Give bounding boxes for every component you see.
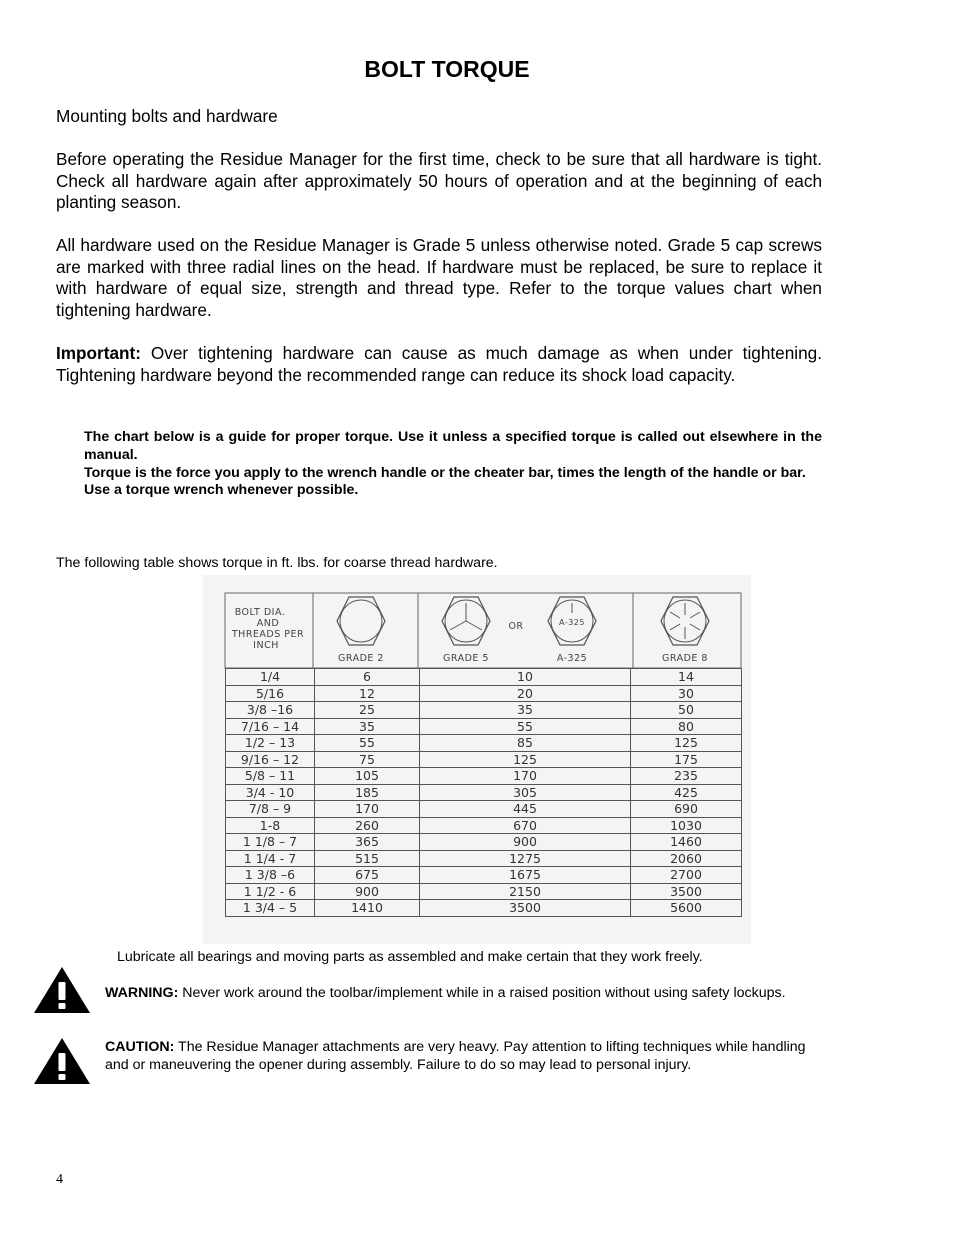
header-a325: A-325 [556, 653, 588, 664]
bolt-size-cell: 1 3/4 – 5 [226, 900, 315, 917]
grade8-cell: 1460 [631, 834, 742, 851]
table-row [226, 768, 742, 785]
grade5-cell: 170 [420, 768, 631, 785]
header-a325-mark: A-325 [559, 618, 585, 627]
table-intro: The following table shows torque in ft. lbs. for coarse thread hardware. [56, 555, 498, 571]
bolt-size-cell: 1 1/2 - 6 [226, 883, 315, 900]
caution-text: The Residue Manager attachments are very heavy. Pay attention to lifting techniques while handling and or maneuvering the opener during assembly. Failure to do so may lead to personal injury. [105, 1039, 806, 1074]
bolt-size-cell: 3/4 - 10 [226, 784, 315, 801]
header-grade8: GRADE 8 [662, 653, 708, 664]
grade2-cell: 35 [315, 718, 420, 735]
grade5-cell: 670 [420, 817, 631, 834]
grade5-cell: 2150 [420, 883, 631, 900]
header-dia-line2: AND [256, 618, 280, 629]
paragraph-important [56, 343, 822, 386]
grade5-cell: 1675 [420, 867, 631, 884]
grade2-cell: 260 [315, 817, 420, 834]
grade2-cell: 515 [315, 850, 420, 867]
warning-text: Never work around the toolbar/implement while in a raised position without using safety lockups. [178, 985, 786, 1001]
bolt-size-cell: 5/16 [226, 685, 315, 702]
header-dia-line3: THREADS PER [231, 629, 305, 640]
bolt-size-cell: 1/2 – 13 [226, 735, 315, 752]
grade8-cell: 2700 [631, 867, 742, 884]
caution-label: CAUTION: [105, 1039, 175, 1055]
grade2-cell: 55 [315, 735, 420, 752]
note-force: Torque is the force you apply to the wrench handle or the cheater bar, times the length of the handle or bar. [84, 464, 806, 481]
grade8-cell: 2060 [631, 850, 742, 867]
bolt-size-cell: 1-8 [226, 817, 315, 834]
bolt-size-cell: 1/4 [226, 669, 315, 686]
grade2-cell: 675 [315, 867, 420, 884]
page-title: BOLT TORQUE [364, 56, 530, 82]
header-or: OR [508, 621, 524, 632]
grade8-cell: 50 [631, 702, 742, 719]
bolt-size-cell: 7/8 – 9 [226, 801, 315, 818]
table-row [226, 784, 742, 801]
table-row [226, 751, 742, 768]
grade5-cell: 3500 [420, 900, 631, 917]
bolt-size-cell: 1 3/8 –6 [226, 867, 315, 884]
important-text: Over tightening hardware can cause as much damage as when under tightening. Tightening hardware beyond the recommended range can reduce its shock load capacity. [56, 343, 822, 385]
bolt-size-cell: 9/16 – 12 [226, 751, 315, 768]
grade8-cell: 1030 [631, 817, 742, 834]
grade8-cell: 3500 [631, 883, 742, 900]
grade2-cell: 105 [315, 768, 420, 785]
grade8-cell: 125 [631, 735, 742, 752]
table-row [226, 735, 742, 752]
torque-chart-image [203, 575, 751, 944]
header-dia-line4: INCH [253, 640, 279, 651]
table-row [226, 801, 742, 818]
grade8-cell: 690 [631, 801, 742, 818]
grade5-cell: 445 [420, 801, 631, 818]
grade5-bolt-head-icon [442, 597, 490, 645]
table-row [226, 669, 742, 686]
grade5-cell: 35 [420, 702, 631, 719]
header-dia-line1: BOLT DIA. [234, 607, 286, 618]
warning-message [105, 984, 825, 1002]
grade8-cell: 30 [631, 685, 742, 702]
grade2-cell: 25 [315, 702, 420, 719]
header-grade5: GRADE 5 [443, 653, 489, 664]
grade2-cell: 6 [315, 669, 420, 686]
table-row [226, 900, 742, 917]
grade5-cell: 55 [420, 718, 631, 735]
grade2-cell: 1410 [315, 900, 420, 917]
grade8-cell: 14 [631, 669, 742, 686]
warning-label: WARNING: [105, 985, 179, 1001]
grade5-cell: 900 [420, 834, 631, 851]
section-subtitle: Mounting bolts and hardware [56, 106, 278, 126]
bolt-size-cell: 3/8 –16 [226, 702, 315, 719]
table-row [226, 834, 742, 851]
table-row [226, 817, 742, 834]
paragraph-inspection: Before operating the Residue Manager for the first time, check to be sure that all hardware is tight. Check all hardware again after approximately 50 hours of operation and at the beginning of each planting season. [56, 149, 822, 213]
grade8-cell: 80 [631, 718, 742, 735]
header-grade2: GRADE 2 [338, 653, 384, 664]
table-row [226, 718, 742, 735]
grade8-bolt-head-icon [661, 597, 709, 645]
bolt-size-cell: 1 1/8 – 7 [226, 834, 315, 851]
grade8-cell: 5600 [631, 900, 742, 917]
table-row [226, 867, 742, 884]
bolt-size-cell: 1 1/4 - 7 [226, 850, 315, 867]
torque-notes [84, 429, 822, 500]
table-row [226, 883, 742, 900]
page-number: 4 [56, 1172, 63, 1187]
grade2-cell: 12 [315, 685, 420, 702]
grade2-cell: 75 [315, 751, 420, 768]
note-wrench: Use a torque wrench whenever possible. [84, 482, 359, 499]
warning-triangle-icon [33, 966, 91, 1014]
grade5-cell: 10 [420, 669, 631, 686]
bolt-size-cell: 7/16 – 14 [226, 718, 315, 735]
grade8-cell: 425 [631, 784, 742, 801]
table-row [226, 702, 742, 719]
paragraph-hardware-grade: All hardware used on the Residue Manager is Grade 5 unless otherwise noted. Grade 5 cap screws are marked with three radial lines on the head. If hardware must be replaced, be sure to replace it with hardware of equal size, strength and thread type. Refer to the torque values chart when tightening hardware. [56, 235, 822, 321]
caution-triangle-icon [33, 1037, 91, 1085]
bolt-size-cell: 5/8 – 11 [226, 768, 315, 785]
caution-message [105, 1038, 825, 1074]
grade5-cell: 305 [420, 784, 631, 801]
grade2-cell: 170 [315, 801, 420, 818]
table-row [226, 685, 742, 702]
important-label: Important: [56, 343, 141, 363]
grade2-bolt-head-icon [337, 597, 385, 645]
grade8-cell: 175 [631, 751, 742, 768]
torque-table [225, 668, 742, 917]
grade8-cell: 235 [631, 768, 742, 785]
grade2-cell: 185 [315, 784, 420, 801]
grade5-cell: 85 [420, 735, 631, 752]
table-row [226, 850, 742, 867]
grade2-cell: 900 [315, 883, 420, 900]
grade2-cell: 365 [315, 834, 420, 851]
grade5-cell: 125 [420, 751, 631, 768]
grade5-cell: 20 [420, 685, 631, 702]
grade5-cell: 1275 [420, 850, 631, 867]
note-guide: The chart below is a guide for proper torque. Use it unless a specified torque is called out elsewhere in the manual. [84, 429, 822, 463]
lubricate-note: Lubricate all bearings and moving parts as assembled and make certain that they work freely. [117, 949, 703, 965]
